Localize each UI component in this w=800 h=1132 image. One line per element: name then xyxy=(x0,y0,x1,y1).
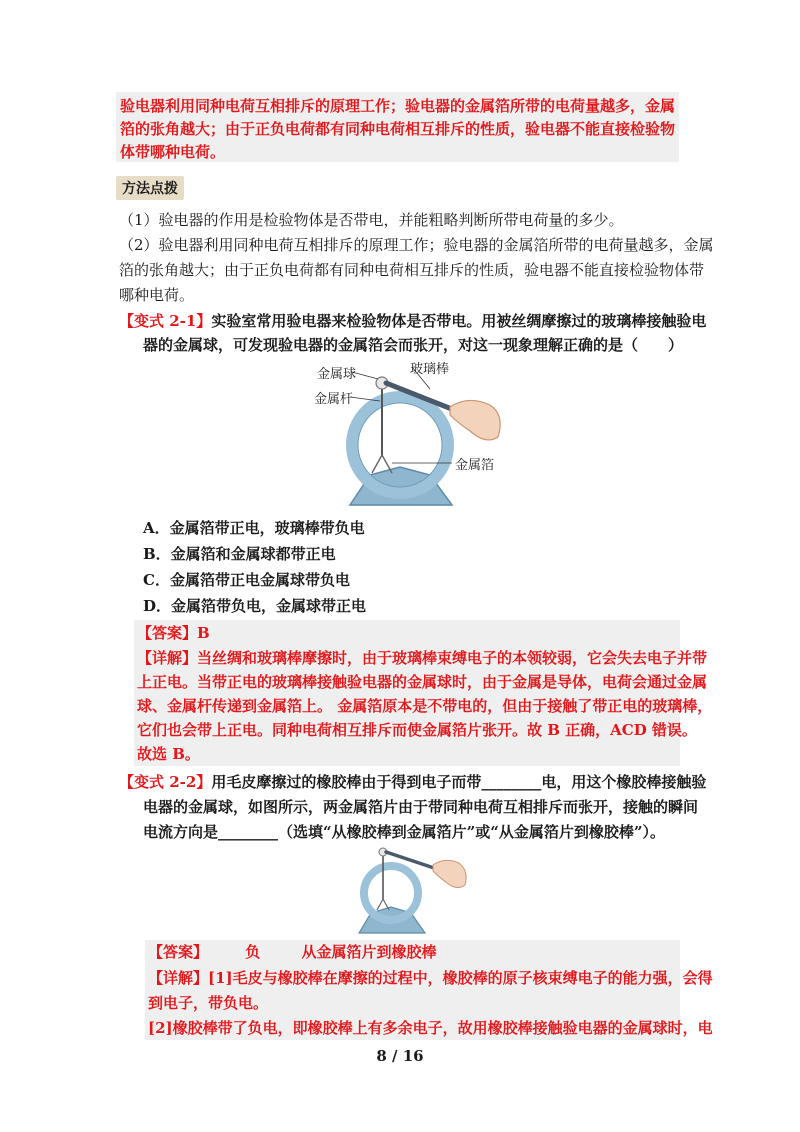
q1-option-c: C．金属箔带正电金属球带负电 xyxy=(143,571,350,589)
q1-answer-value: B xyxy=(197,624,210,642)
page-number: 8 / 16 xyxy=(376,1047,424,1065)
q2-stem-line: 用毛皮摩擦过的橡胶棒由于得到电子而带________电，用这个橡胶棒接触验 xyxy=(211,773,707,791)
summary-line: 箔的张角越大；由于正负电荷都有同种电荷相互排斥的性质，验电器不能直接检验物 xyxy=(120,120,676,138)
q1-detail-label: 【详解】 xyxy=(137,649,198,667)
q2-detail-line: [2]橡胶棒带了负电，即橡胶棒上有多余电子，故用橡胶棒接触验电器的金属球时，电 xyxy=(148,1019,713,1037)
q1-option-d: D．金属箔带负电，金属球带正电 xyxy=(143,597,367,615)
method-tag: 方法点拨 xyxy=(116,176,184,200)
q2-answer-value-1: 负 xyxy=(245,943,261,961)
q1-detail-line: 球、金属杆传递到金属箔上。 金属箔原本是不带电的，但由于接触了带正电的玻璃棒， xyxy=(137,697,713,715)
q1-stem xyxy=(119,309,706,333)
q2-tag: 【变式 2-2】 xyxy=(119,773,212,791)
q1-detail-line: 上正电。当带正电的玻璃棒接触验电器的金属球时，由于金属是导体，电荷会通过金属 xyxy=(137,673,708,691)
q1-detail-text: 当丝绸和玻璃棒摩擦时，由于玻璃棒束缚电子的本领较弱，它会失去电子并带 xyxy=(197,649,708,667)
q2-answer-value-2: 从金属箔片到橡胶棒 xyxy=(301,943,437,961)
q1-stem-line: 器的金属球，可发现验电器的金属箔会而张开，对这一现象理解正确的是（ ） xyxy=(143,336,684,354)
method-line: （1）验电器的作用是检验物体是否带电，并能粗略判断所带电荷量的多少。 xyxy=(119,211,624,229)
summary-line: 体带哪种电荷。 xyxy=(120,143,226,161)
figure-label-stem: 金属杆 xyxy=(314,392,354,407)
q2-stem-line: 电流方向是________（选填“从橡胶棒到金属箔片”或“从金属箔片到橡胶棒”）。 xyxy=(143,823,666,841)
q2-detail-line: 到电子，带负电。 xyxy=(148,994,269,1012)
q1-answer-label: 【答案】 xyxy=(137,624,198,642)
figure-label-ball: 金属球 xyxy=(317,367,357,382)
summary-line: 验电器利用同种电荷互相排斥的原理工作；验电器的金属箔所带的电荷量越多，金属 xyxy=(120,97,676,115)
q2-answer-label: 【答案】 xyxy=(148,943,209,961)
q1-detail-line: 故选 B。 xyxy=(137,745,200,763)
q2-stem xyxy=(119,770,706,794)
q1-stem-line: 实验室常用验电器来检验物体是否带电。用被丝绸摩擦过的玻璃棒接触验电 xyxy=(211,312,707,330)
figure-label-foil: 金属箔 xyxy=(455,458,495,473)
q1-option-a: A．金属箔带正电，玻璃棒带负电 xyxy=(143,519,365,537)
q2-stem-line: 电器的金属球，如图所示，两金属箔片由于带同种电荷互相排斥而张开，接触的瞬间 xyxy=(143,798,699,816)
q1-detail-line: 它们也会带上正电。同种电荷相互排斥而使金属箔片张开。故 B 正确，ACD 错误。 xyxy=(137,721,697,739)
q2-detail-line xyxy=(148,966,713,990)
q2-detail-label: 【详解】 xyxy=(148,969,209,987)
q1-option-b: B．金属箔和金属球都带正电 xyxy=(143,545,336,563)
method-line: 哪种电荷。 xyxy=(119,286,195,304)
q1-detail-line xyxy=(137,646,707,670)
method-line: （2）验电器利用同种电荷互相排斥的原理工作；验电器的金属箔所带的电荷量越多，金属 xyxy=(119,236,714,254)
q1-answer xyxy=(137,621,210,645)
q2-answer xyxy=(148,940,437,964)
electroscope-figure-small xyxy=(345,843,475,938)
method-line: 箔的张角越大；由于正负电荷都有同种电荷相互排斥的性质，验电器不能直接检验物体带 xyxy=(119,261,705,279)
q1-tag: 【变式 2-1】 xyxy=(119,312,212,330)
figure-label-rod: 玻璃棒 xyxy=(410,362,450,377)
q2-detail-text: [1]毛皮与橡胶棒在摩擦的过程中，橡胶棒的原子核束缚电子的能力强，会得 xyxy=(208,969,713,987)
